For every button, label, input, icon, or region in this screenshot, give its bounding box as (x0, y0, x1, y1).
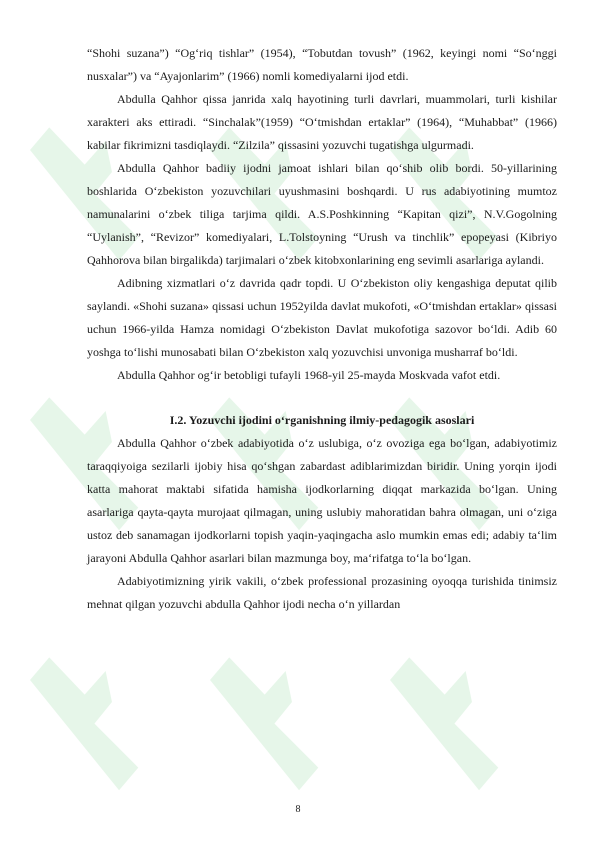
page-number: 8 (295, 804, 301, 815)
paragraph: “Shohi suzana”) “Og‘riq tishlar” (1954), “Tobutdan tovush” (1962, keyingi nomi “So‘nggi nusxalar”) va “Ayajonlarim” (1966) nomli komediyalarni ijod etdi. (87, 46, 557, 83)
paragraph: Adabiyotimizning yirik vakili, o‘zbek professional prozasining oyoqqa turishida tinimsiz mehnat qilgan yozuvchi abdulla Qahhor ijodi necha o‘n yillardan (87, 574, 557, 611)
paragraph: Abdulla Qahhor qissa janrida xalq hayotining turli davrlari, muammolari, turli kishilar xarakteri aks ettiradi. “Sinchalak”(1959) “O‘tmishdan ertaklar” (1964), “Muhabbat” (1966) kabilar fikrimizni tasdiqlaydi. “Zilzila” qissasini yozuvchi tugatishga ulgurmadi. (87, 92, 557, 152)
watermark-glyph-icon (205, 636, 341, 801)
paragraph: Abdulla Qahhor o‘zbek adabiyotida o‘z uslubiga, o‘z ovoziga ega bo‘lgan, adabiyotimiz taraqqiyoiga sezilarli ijobiy hisa qo‘shgan zabardast adiblarimizdan biridir. Uning yorqin ijodi katta mahorat maktabi sifatida hamisha ijodkorlarning diqqat markazida bo‘lgan. Uning asarlariga qayta-qayta murojaat qilmagan, uning uslubiy mahoratidan bahra olmagan, uni o‘ziga ustoz deb sanamagan ijodkorlarni topish yaqin-yaqingacha aslo mumkin emas edi; adabiy ta‘lim jarayoni Abdulla Qahhor asarlari bilan mazmunga boy, ma‘rifatga to‘la bo‘lgan. (87, 436, 557, 565)
watermark-glyph-icon (385, 636, 521, 801)
watermark-glyph-icon (25, 636, 161, 801)
paragraph: Abdulla Qahhor badiiy ijodni jamoat ishlari bilan qo‘shib olib bordi. 50-yillarining boshlarida O‘zbekiston yozuvchilari uyushmasini boshqardi. U rus adabiyotining mumtoz namunalarini o‘zbek tiliga tarjima qildi. A.S.Poshkinning “Kapitan qizi”, N.V.Gogolning “Uylanish”, “Revizor” komediyalari, L.Tolstoyning “Urush va tinchlik” epopeyasi (Kibriyo Qahhorova bilan birgalikda) tarjimalari o‘zbek kitobxonlarining eng sevimli asarlariga aylandi. (87, 161, 557, 267)
document-body (87, 42, 557, 616)
paragraph: Adibning xizmatlari o‘z davrida qadr topdi. U O‘zbekiston oliy kengashiga deputat qilib saylandi. «Shohi suzana» qissasi uchun 1952yilda davlat mukofoti, «O‘tmishdan ertaklar» qissasi uchun 1966-yilda Hamza nomidagi O‘zbekiston Davlat mukofotiga sazovor bo‘ldi. Adib 60 yoshga to‘lishi munosabati bilan O‘zbekiston xalq yozuvchisi unvoniga musharraf bo‘ldi. (87, 276, 557, 359)
paragraph: Abdulla Qahhor og‘ir betobligi tufayli 1968-yil 25-mayda Moskvada vafot etdi. (117, 368, 501, 382)
section-heading: I.2. Yozuvchi ijodini o‘rganishning ilmiy-pedagogik asoslari (169, 413, 475, 427)
